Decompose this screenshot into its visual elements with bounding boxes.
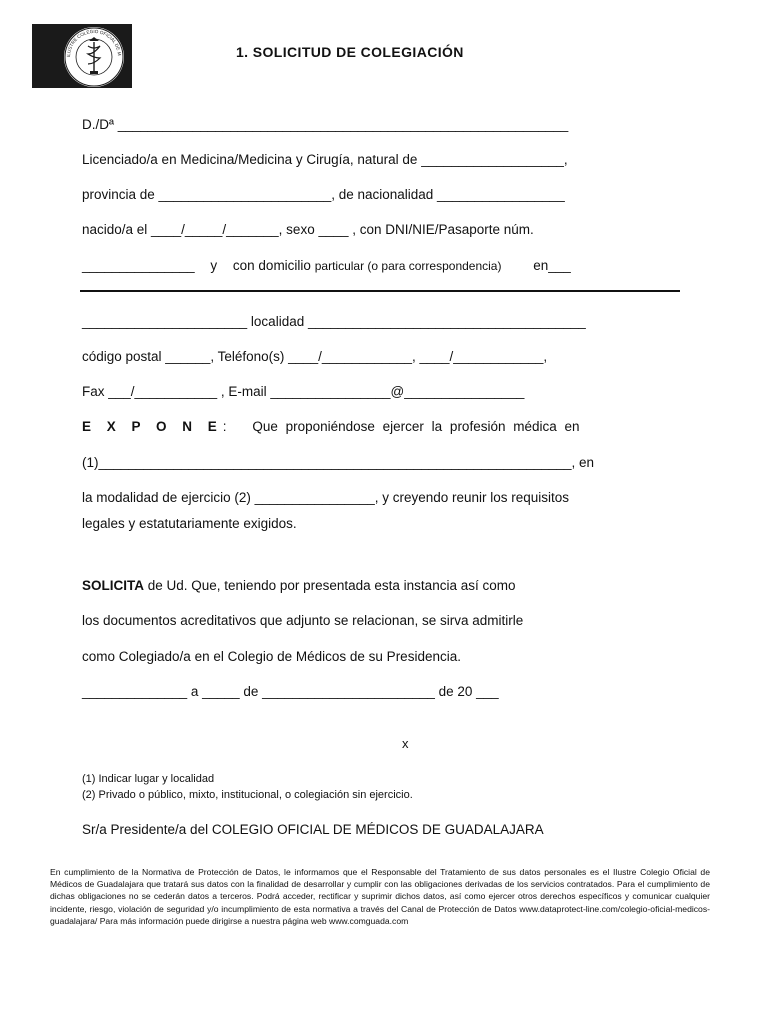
divider-rule xyxy=(80,290,680,292)
seal-graphic xyxy=(32,24,132,88)
college-seal-logo xyxy=(32,24,132,88)
codigo-postal-line: código postal ______, Teléfono(s) ____/____________, ____/____________, xyxy=(82,349,548,364)
domicilio-small: particular (o para correspondencia) xyxy=(314,259,502,273)
domicilio-en: en___ xyxy=(533,258,571,273)
nacido-line: nacido/a el ____/_____/_______, sexo ____ , con DNI/NIE/Pasaporte núm. xyxy=(82,222,534,237)
legales-line: legales y estatutariamente exigidos. xyxy=(82,516,297,531)
page-title: 1. SOLICITUD DE COLEGIACIÓN xyxy=(236,44,464,60)
expone-colon: : xyxy=(222,419,227,434)
signature-mark: x xyxy=(402,736,409,751)
domicilio-blank: _______________ xyxy=(82,258,195,273)
footnote-2: (2) Privado o público, mixto, institucional, o colegiación sin ejercicio. xyxy=(82,789,413,801)
domicilio-text: con domicilio xyxy=(232,258,311,273)
name-line: D./Dª ____________________________________________________________ xyxy=(82,117,569,132)
domicilio-line xyxy=(82,258,571,273)
localidad-line: ______________________ localidad _____________________________________ xyxy=(82,314,586,329)
fax-email-line: Fax ___/___________ , E-mail ________________@________________ xyxy=(82,384,525,399)
expone-text: Que proponiéndose ejercer la profesión médica en xyxy=(252,419,580,434)
solicita-line xyxy=(82,578,515,593)
expone-line xyxy=(82,419,580,434)
solicita-label: SOLICITA xyxy=(82,578,144,593)
fecha-line: ______________ a _____ de _______________________ de 20 ___ xyxy=(82,684,499,699)
expone-label: E X P O N E xyxy=(82,419,223,434)
modalidad-line: la modalidad de ejercicio (2) ________________, y creyendo reunir los requisitos xyxy=(82,490,570,505)
addressee-line: Sr/a Presidente/a del COLEGIO OFICIAL DE MÉDICOS DE GUADALAJARA xyxy=(82,822,544,837)
data-protection-notice: En cumplimiento de la Normativa de Protección de Datos, le informamos que el Responsable del Tratamiento de sus datos personales es el Ilustre Colegio Oficial de Médicos de Guadalajara que tratará sus datos con la finalidad de desarrollar y cumplir con las obligaciones derivadas de los servicios contratados. Para el cumplimiento de dichas obligaciones no se cederán datos a terceros. Podrá acceder, rectificar y suprimir dichos datos, así como ejercer otros derechos específicos y comunicar cualquier incidente, riesgo, violación de seguridad y/o incumplimiento de esta normativa a través del Canal de Protección de Datos www.dataprotect-line.com/colegio-oficial-medicos-guadalajara/ Para más información puede dirigirse a nuestra página web www.comguada.com xyxy=(50,867,710,926)
solicita-text: de Ud. Que, teniendo por presentada esta instancia así como xyxy=(144,578,516,593)
provincia-line: provincia de _______________________, de nacionalidad _________________ xyxy=(82,187,565,202)
colegiado-line: como Colegiado/a en el Colegio de Médicos de su Presidencia. xyxy=(82,649,461,664)
licenciado-line: Licenciado/a en Medicina/Medicina y Cirugía, natural de ___________________, xyxy=(82,152,568,167)
documentos-line: los documentos acreditativos que adjunto se relacionan, se sirva admitirle xyxy=(82,613,524,628)
seal-ring-text: ILUSTRE COLEGIO OFICIAL DE M xyxy=(65,28,123,58)
domicilio-y: y xyxy=(210,258,218,273)
lugar-line: (1)_______________________________________________________________, en xyxy=(82,455,595,470)
footnote-1: (1) Indicar lugar y localidad xyxy=(82,773,215,785)
